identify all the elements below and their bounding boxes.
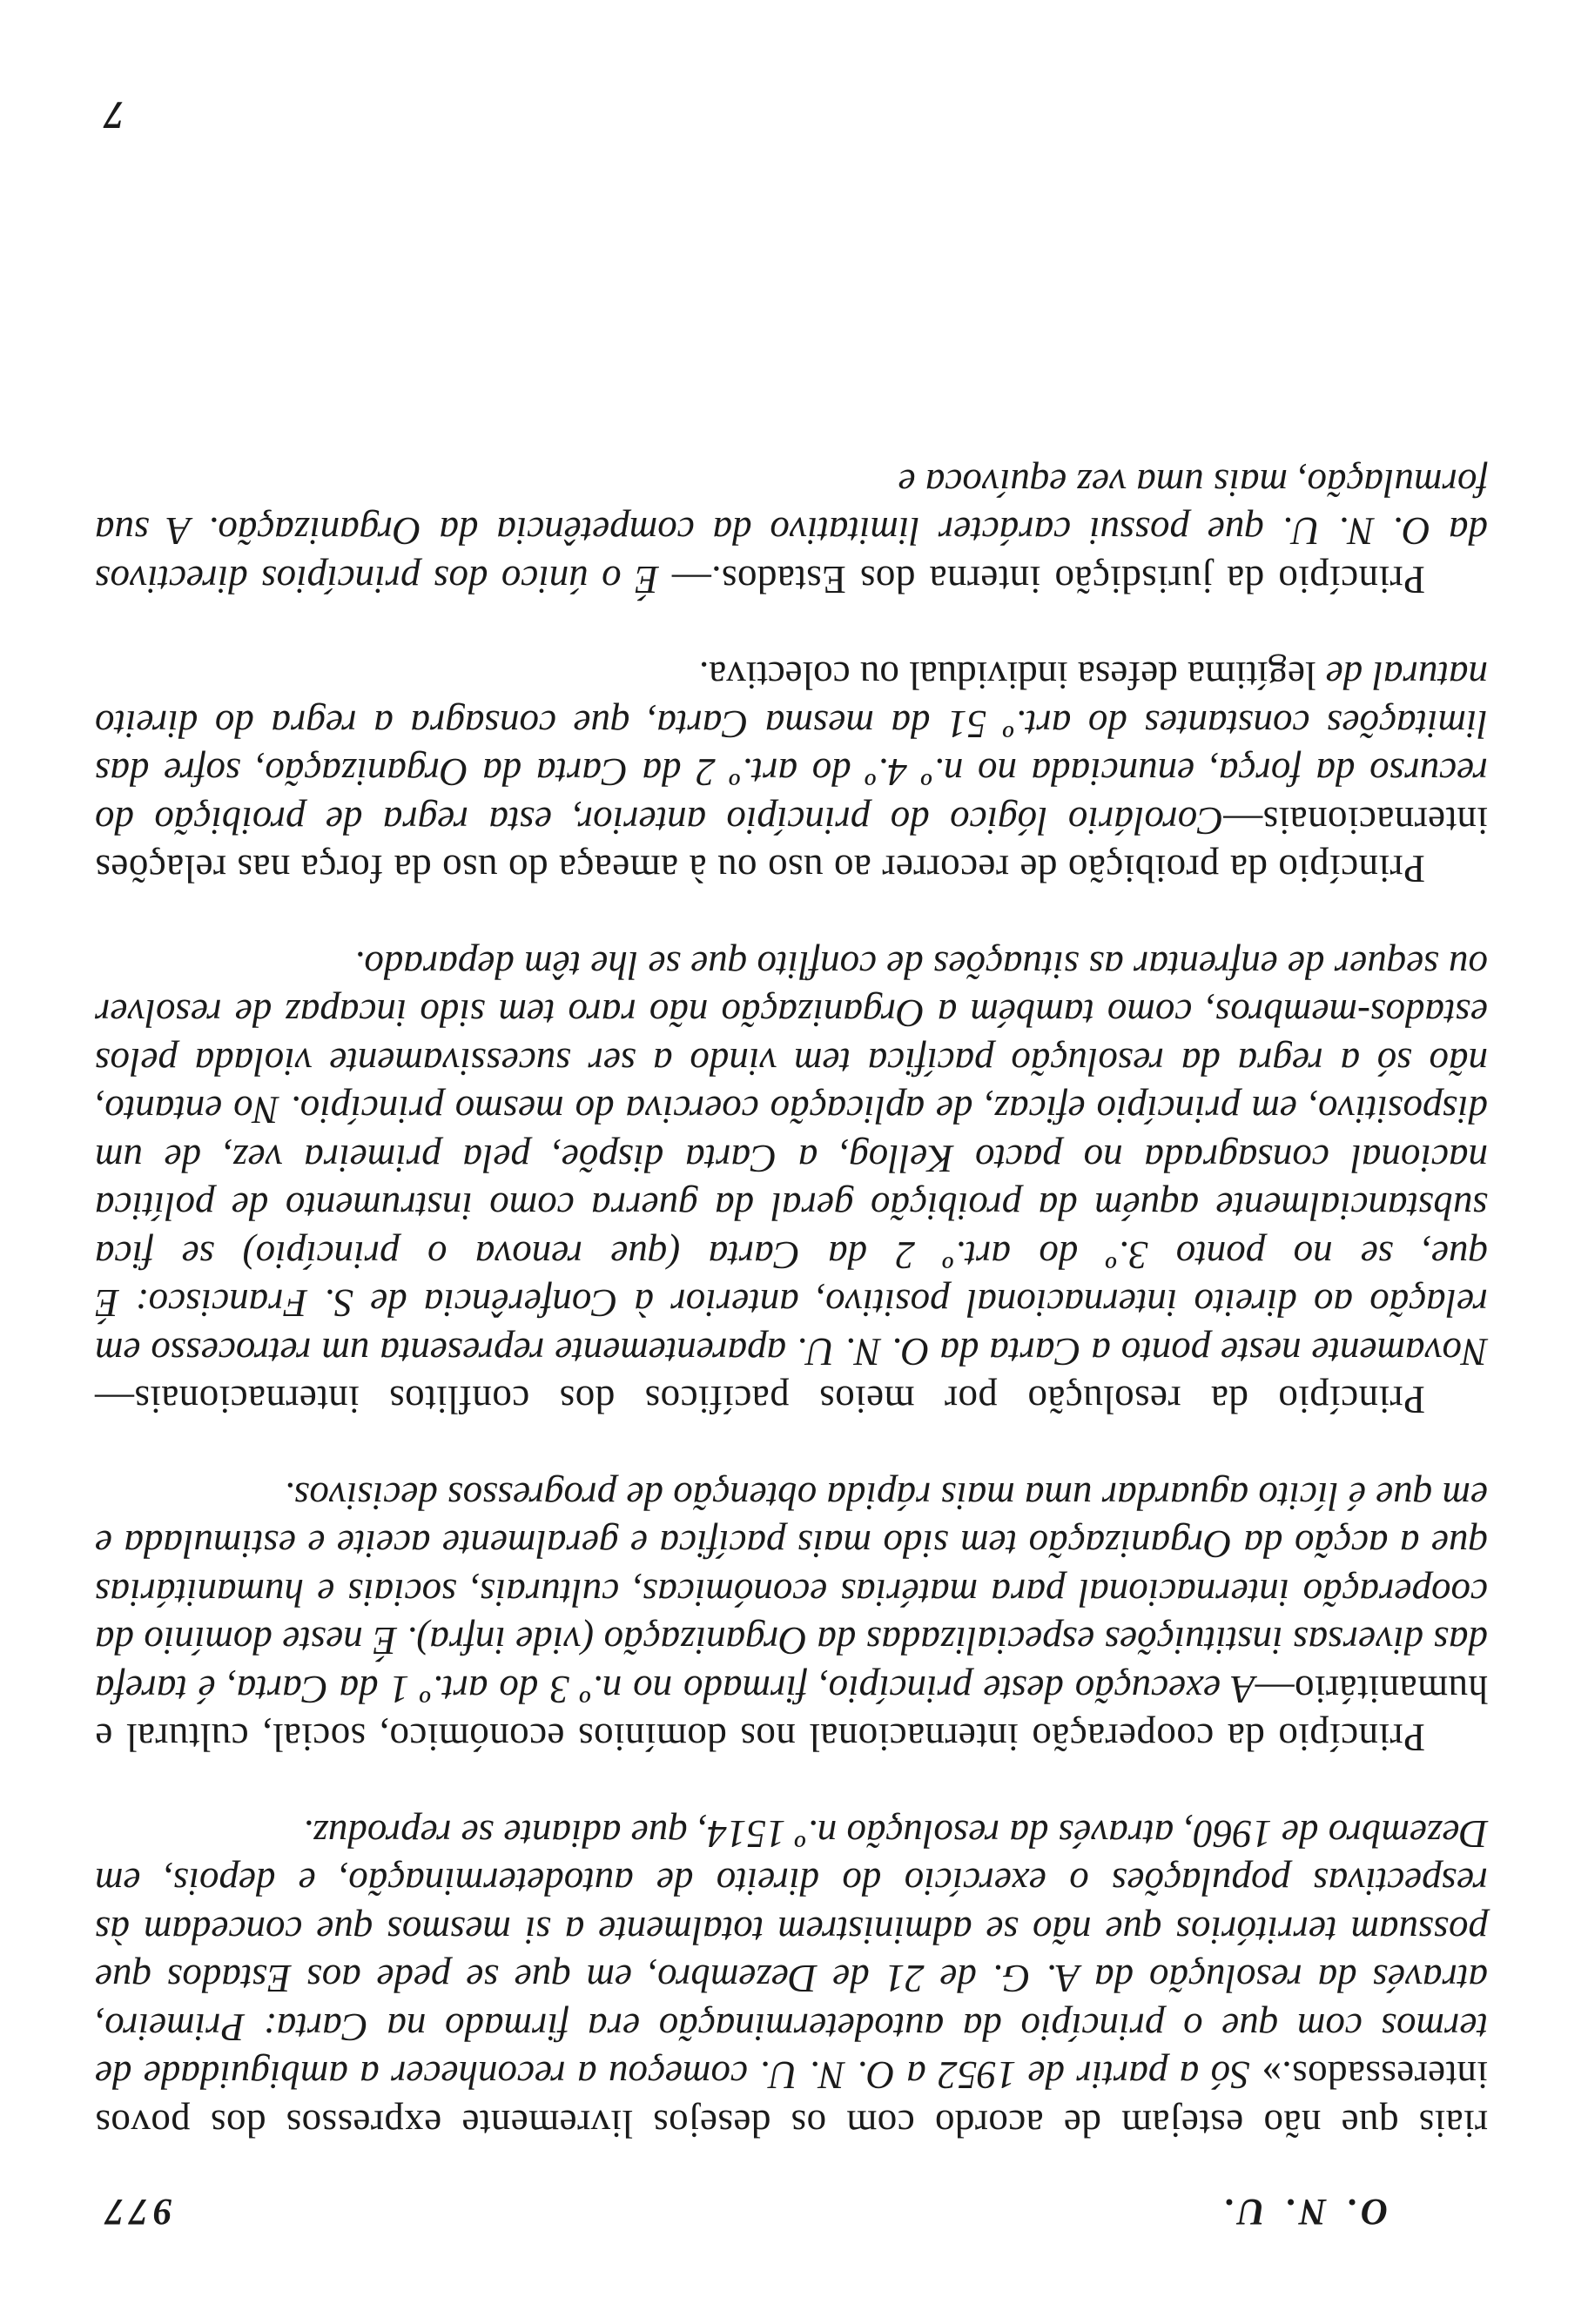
running-head-page-number: 977 (100, 2191, 172, 2232)
paragraph-lead: Princípio da resolução por meios pacíficos dos conflitos internacionais (134, 1378, 1425, 1422)
paragraph-cooperation (95, 1472, 1488, 1762)
paragraph-lead: Princípio da proibição de recorrer ao uso ou à ameaça do uso da força nas relações internacionais (95, 799, 1488, 891)
paragraph-commentary: Só a partir de 1952 a O. N. U. começou a reconhecer a ambiguidade de termos com que o princípio da autodeterminação era firmado na Carta: Primeiro, através da resolução da A. G. de 21 de Dezembro, em que se pede aos Estados que possuam territórios que não se administrem totalmente a si mesmos que concedam às respectivas populações o exercício do direito de autodeterminação, e depois, em Dezembro de 1960, através da resolução n.º 1514, que adiante se reproduz. (94, 1812, 1488, 2098)
paragraph-tail: legítima defesa individual ou colectiva. (698, 654, 1316, 698)
paragraph-commentary: É o único dos princípios directivos da O. N. U. que possui carácter limitativo da competência da Organização. A sua formulação, mais uma vez equívoca e (94, 461, 1488, 601)
paragraph-domestic-jurisdiction (95, 459, 1488, 604)
paragraph-lead: Princípio da jurisdição interna dos Estados. (710, 558, 1425, 601)
running-head-section: O. N. U. (1217, 2191, 1388, 2232)
running-head (100, 2190, 1388, 2233)
em-dash: — (95, 1378, 134, 1422)
body-text (95, 459, 1488, 2148)
em-dash: — (1255, 1668, 1295, 1711)
folio-signature: 7 (104, 93, 124, 137)
paragraph-lead: riais que não estejam de acordo com os desejos livremente expressos dos povos interessados.» (95, 2053, 1488, 2146)
paragraph-prohibition-of-force (95, 651, 1488, 893)
paragraph-lead: Princípio da cooperação internacional nos domínios económico, social, cultural e humanitário (95, 1668, 1488, 1760)
paragraph-peaceful-resolution (95, 941, 1488, 1424)
paragraph-self-determination (95, 1810, 1488, 2148)
em-dash: — (1223, 799, 1263, 843)
paragraph-commentary: Corolário lógico do princípio anterior, esta regra de proibição do recurso da força, enunciada no n.º 4.º do art.º 2 da Carta da Organização, sofre das limitações constantes do art.º 51 da mesma Carta, que consagra a regra do direito natural de (95, 654, 1488, 843)
paragraph-commentary: Novamente neste ponto a Carta da O. N. U. aparentemente representa um retrocesso em relação ao direito internacional positivo, anterior à Conferência de S. Francisco: É que, se no ponto 3.º do art.º 2 da Carta (que renova o princípio) se fica substancialmente aquém da proibição geral da guerra como instrumento de política nacional consagrada no pacto Kellog, a Carta dispõe, pela primeira vez, de um dispositivo, em princípio eficaz, de aplicação coerciva do mesmo princípio. No entanto, não só a regra da resolução pacífica tem vindo a ser sucessivamente violada pelos estados-membros, como também a Organização não raro tem sido incapaz de resolver ou sequer de enfrentar as situações de conflito que se lhe têm deparado. (95, 944, 1488, 1374)
em-dash: — (671, 558, 711, 601)
paragraph-commentary: A execução deste princípio, firmado no n.º 3 do art.º 1 da Carta, é tarefa das diversas instituições especializadas da Organização (vide infra). É neste domínio da cooperação internacional para matérias económicas, culturais, sociais e humanitárias que a acção da Organização tem sido mais pacífica e geralmente aceite e estimulada e em que é lícito aguardar uma mais rápida obtenção de progressos decisivos. (95, 1474, 1488, 1711)
